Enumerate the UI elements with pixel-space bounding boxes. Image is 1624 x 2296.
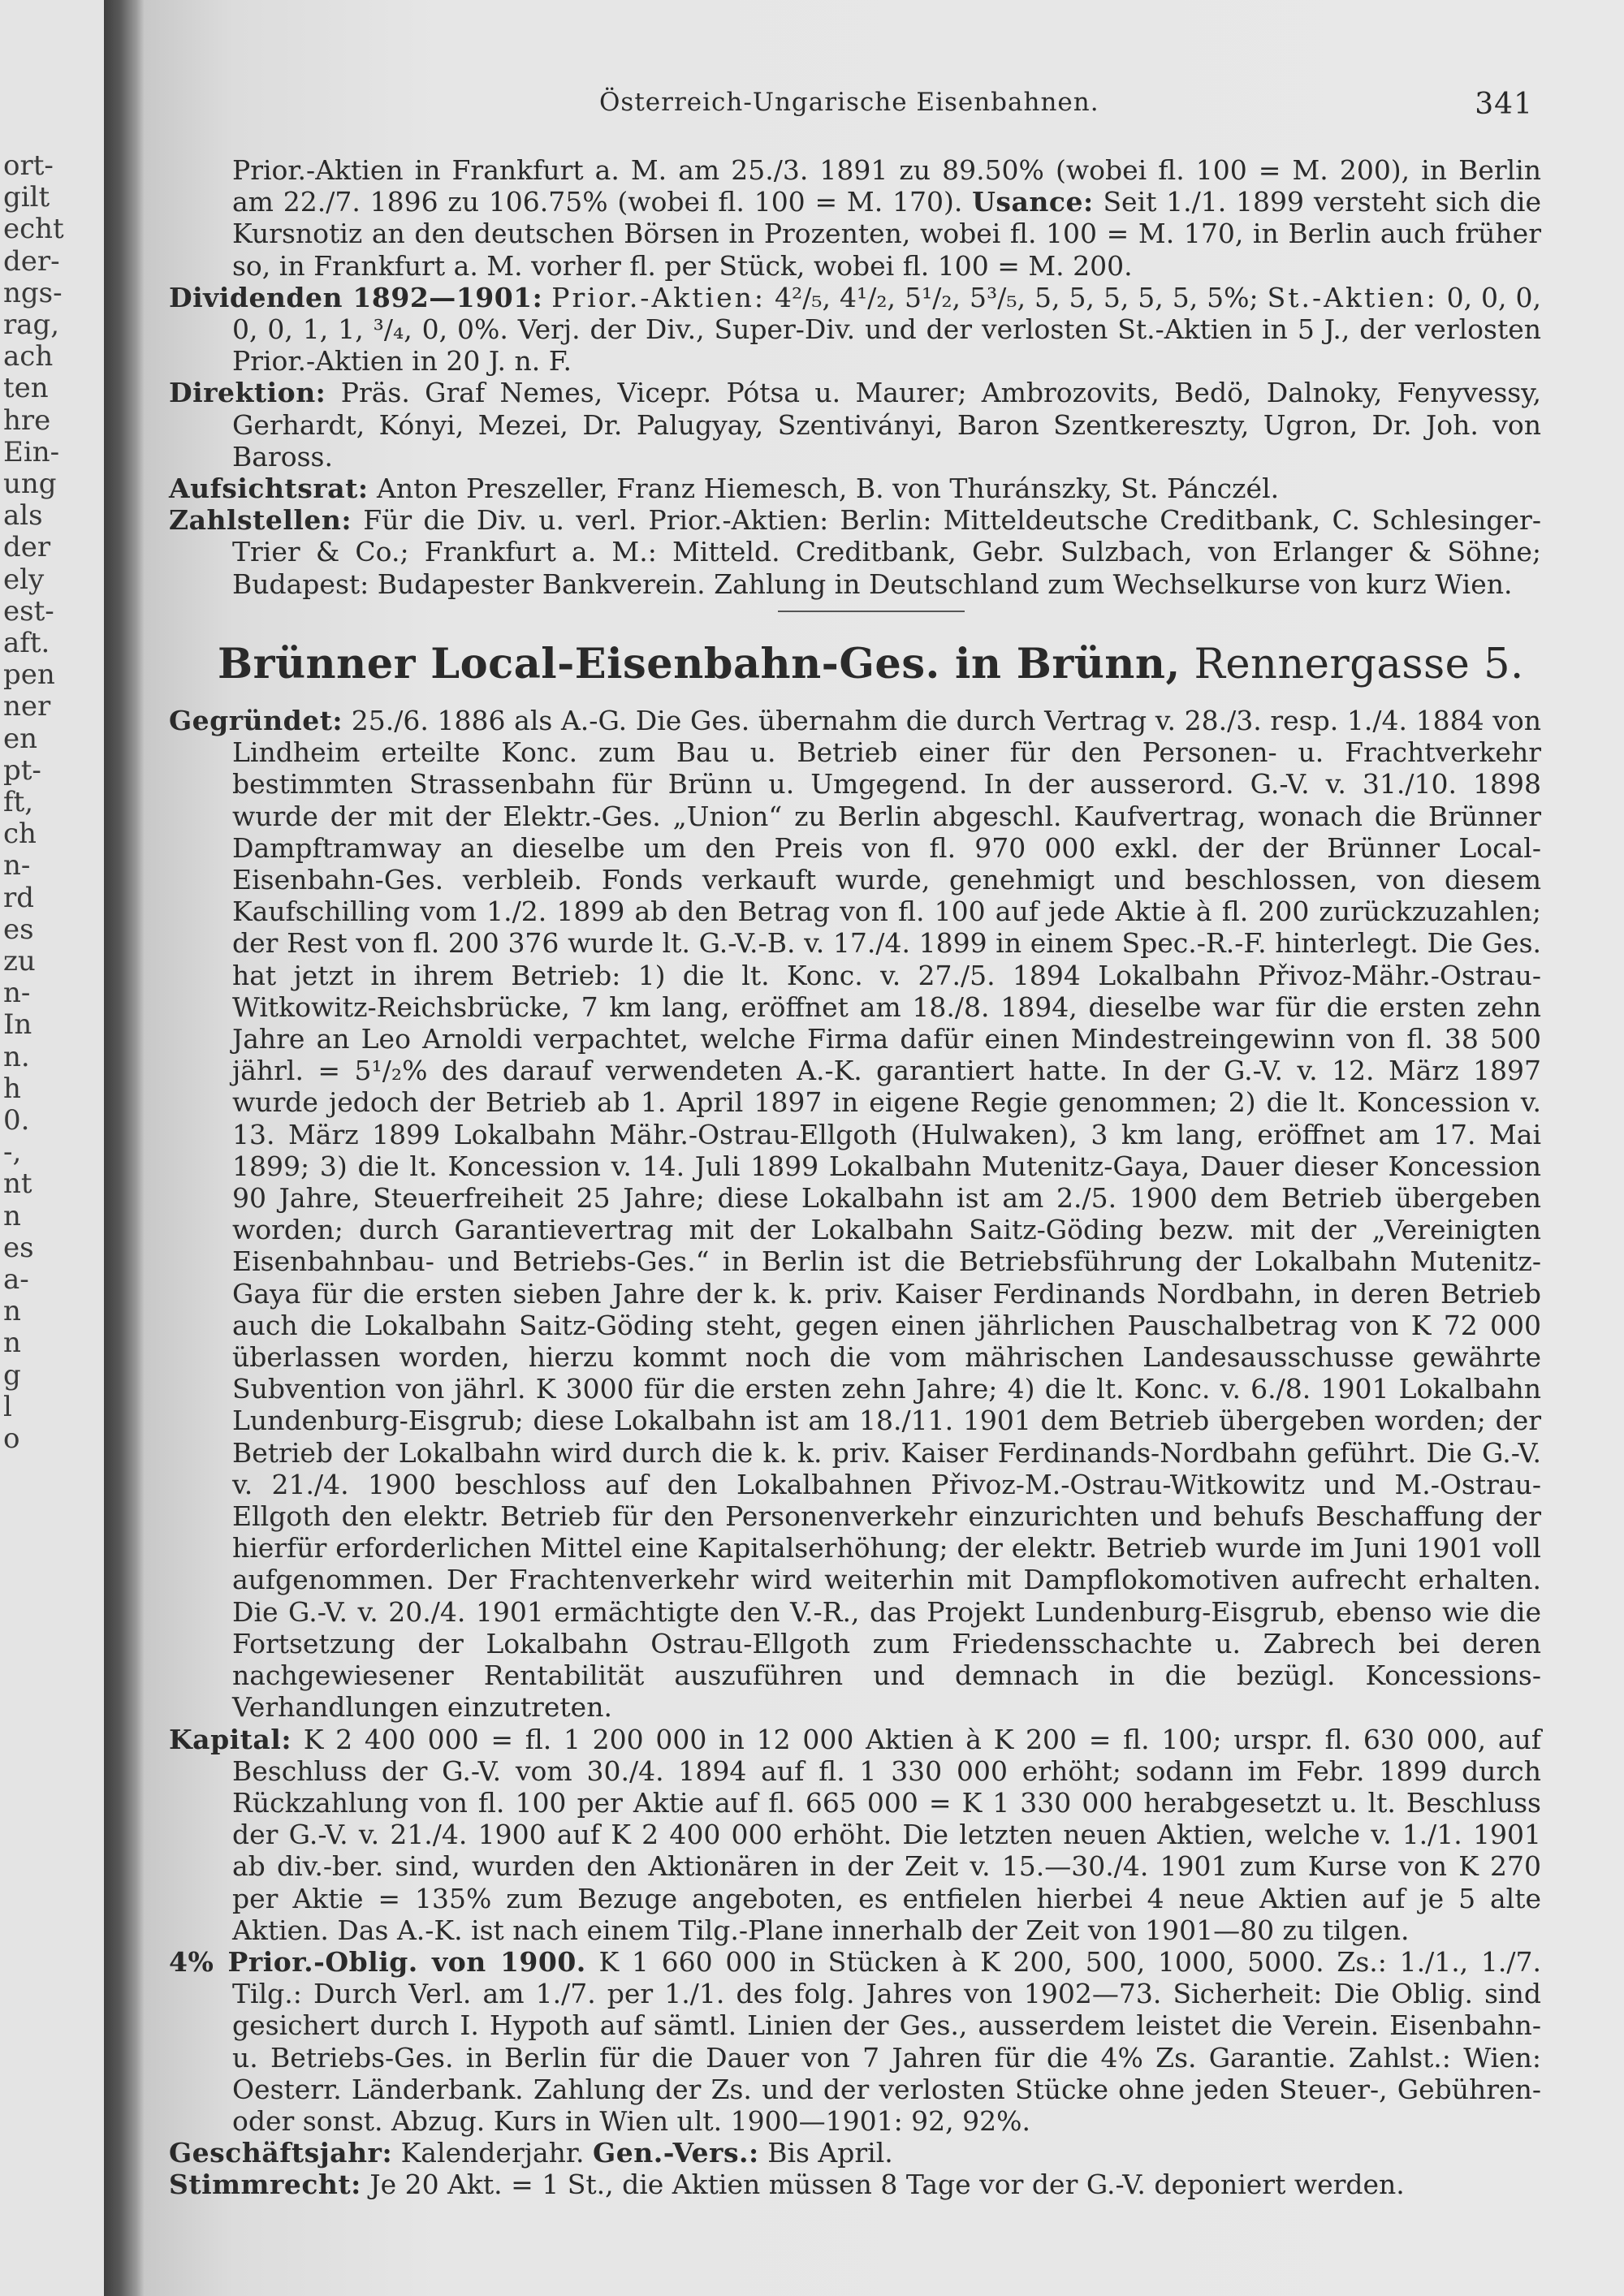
direktion-label: Direktion: — [169, 377, 326, 409]
margin-fragment: h — [3, 1072, 21, 1105]
margin-fragment: aft. — [3, 627, 50, 659]
prior-oblig-paragraph — [169, 1946, 1541, 2137]
prior-oblig-text: K 1 660 000 in Stücken à K 200, 500, 1000, 5000. Zs.: 1./1., 1./7. Tilg.: Durch Verl. am 1./7. per 1./1. des folg. Jahres von 1902—73. Sicherheit: Die Oblig. sind gesichert durch I. Hypoth auf sämtl. Linien der Ges., ausserdem leistet die Verein. Eisenbahn- u. Betriebs-Ges. in Berlin für die Dauer von 7 Jahren für die 4% Zs. Garantie. Zahlst.: Wien: Oesterr. Länderbank. Zahlung der Zs. und der verlosten Stücke ohne jeden Steuer-, Gebühren- oder sonst. Abzug. Kurs in Wien ult. 1900—1901: 92, 92%. — [232, 1945, 1541, 2137]
margin-fragment: n. — [3, 1040, 30, 1073]
company-address: Rennergasse 5. — [1194, 641, 1524, 688]
margin-fragment: pen — [3, 658, 55, 692]
prior-aktien-text: Prior.-Aktien in Frankfurt a. M. am 25./3. 1891 zu 89.50% (wobei fl. 100 = M. 200), in Berlin am 22./7. 1896 zu 106.75% (wobei fl. 100 = M. 170). — [232, 154, 1541, 218]
margin-fragment: hre — [3, 404, 51, 437]
margin-fragment: ten — [3, 372, 49, 405]
margin-fragment: ort- — [3, 149, 54, 182]
margin-fragment: g — [3, 1358, 21, 1392]
company-entry — [169, 705, 1541, 2201]
st-aktien-label: St.-Aktien: — [1267, 281, 1438, 313]
stimmrecht-paragraph — [169, 2169, 1541, 2200]
geschaeftsjahr-label: Geschäftsjahr: — [169, 2137, 393, 2169]
margin-fragment: n — [3, 1327, 21, 1360]
gegruendet-paragraph — [169, 705, 1541, 1724]
usance-text: Seit 1./1. 1899 versteht sich die Kursnotiz an den deutschen Börsen in Prozenten, wobei fl. 100 = M. 170, in Berlin auch früher so, in Frankfurt a. M. vorher fl. per Stück, wobei fl. 100 = M. 200. — [232, 186, 1542, 282]
aufsichtsrat-text: Anton Preszeller, Franz Hiemesch, B. von Thuránszky, St. Pánczél. — [377, 473, 1280, 505]
margin-fragment: ft, — [3, 786, 34, 818]
dividenden-label: Dividenden 1892—1901: — [169, 281, 543, 313]
margin-fragment: l — [3, 1390, 12, 1423]
margin-fragment: In — [3, 1008, 32, 1042]
book-gutter — [104, 0, 145, 2296]
margin-fragment: gilt — [3, 181, 50, 214]
margin-fragment: ach — [3, 340, 54, 373]
margin-fragment: n — [3, 1295, 21, 1328]
zahlstellen-paragraph — [169, 504, 1541, 600]
margin-fragment: ngs- — [3, 276, 63, 309]
dividenden-paragraph — [169, 282, 1541, 378]
margin-fragment: der — [3, 531, 51, 564]
top-entry-continuation — [169, 154, 1541, 600]
gegruendet-label: Gegründet: — [169, 705, 343, 736]
margin-fragment: ch — [3, 818, 37, 851]
left-page-edge — [0, 0, 112, 2296]
margin-fragment: en — [3, 722, 38, 755]
section-divider — [778, 611, 965, 612]
dividenden-text: 0, 0, 0, 0, 0, 1, 1, ³/₄, 0, 0%. Verj. der Div., Super-Div. und der verlosten St.-Aktien in 5 J., der verlosten Prior.-Aktien in 20 J. n. F. — [232, 281, 1541, 378]
margin-fragment: rd — [3, 881, 35, 914]
direktion-paragraph — [169, 377, 1541, 473]
margin-fragment: 0. — [3, 1104, 30, 1137]
margin-fragment: zu — [3, 945, 36, 978]
margin-fragment: rag, — [3, 309, 60, 341]
zahlstellen-text: Für die Div. u. verl. Prior.-Aktien: Berlin: Mitteldeutsche Creditbank, C. Schlesinger-Trier & Co.; Frankfurt a. M.: Mitteld. Creditbank, Gebr. Sulzbach, von Erlanger & Söhne; Budapest: Budapester Bankverein. Zahlung in Deutschland zum Wechselkurse von kurz Wien. — [232, 504, 1541, 600]
margin-fragment: Ein- — [3, 435, 60, 468]
prior-aktien-values: 4²/₅, 4¹/₂, 5¹/₂, 5³/₅, 5, 5, 5, 5, 5, 5%; — [774, 281, 1259, 313]
margin-fragment: es — [3, 913, 34, 946]
margin-fragment: ung — [3, 468, 57, 500]
zahlstellen-label: Zahlstellen: — [169, 504, 352, 537]
margin-fragment: der- — [3, 244, 60, 278]
stimmrecht-text: Je 20 Akt. = 1 St., die Aktien müssen 8 Tage vor der G.-V. deponiert werden. — [369, 2169, 1405, 2201]
margin-fragment: nt — [3, 1167, 32, 1201]
direktion-text: Präs. Graf Nemes, Vicepr. Pótsa u. Maurer; Ambrozovits, Bedö, Dalnoky, Fenyvessy, Gerhardt, Kónyi, Mezei, Dr. Palugyay, Szentiványi, Baron Szentkereszty, Ugron, Dr. Joh. von Baross. — [232, 377, 1541, 473]
margin-fragment: echt — [3, 213, 64, 246]
genvers-label: Gen.-Vers.: — [593, 2137, 759, 2169]
prior-oblig-label: 4% Prior.-Oblig. von 1900. — [169, 1945, 586, 1978]
prior-aktien-paragraph — [169, 154, 1541, 282]
margin-fragment: n- — [3, 849, 31, 883]
stimmrecht-label: Stimmrecht: — [169, 2169, 361, 2201]
margin-fragment: est- — [3, 594, 54, 628]
kapital-label: Kapital: — [169, 1723, 292, 1755]
margin-fragment: -, — [3, 1136, 22, 1169]
margin-fragment: als — [3, 499, 43, 533]
margin-fragment: n — [3, 1199, 21, 1232]
genvers-text: Bis April. — [767, 2137, 893, 2169]
geschaeftsjahr-paragraph — [169, 2137, 1541, 2169]
margin-fragment: o — [3, 1422, 20, 1455]
page — [145, 0, 1624, 2296]
margin-fragment: a- — [3, 1263, 29, 1296]
aufsichtsrat-paragraph — [169, 473, 1541, 504]
margin-fragment: n- — [3, 977, 31, 1010]
company-name: Brünner Local-Eisenbahn-Ges. in Brünn, — [218, 640, 1181, 688]
prior-aktien-label: Prior.-Aktien: — [551, 281, 767, 313]
margin-fragment: es — [3, 1231, 34, 1264]
page-number: 341 — [1475, 88, 1533, 121]
margin-fragment: ner — [3, 690, 51, 723]
company-heading — [218, 640, 1598, 688]
kapital-text: K 2 400 000 = fl. 1 200 000 in 12 000 Aktien à K 200 = fl. 100; urspr. fl. 630 000, auf Beschluss der G.-V. vom 30./4. 1894 auf fl. 1 330 000 erhöht; sodann im Febr. 1899 durch Rückzahlung von fl. 100 per Aktie auf fl. 665 000 = K 1 330 000 herabgesetzt u. lt. Beschluss der G.-V. v. 21./4. 1900 auf K 2 400 000 erhöht. Die letzten neuen Aktien, welche v. 1./1. 1901 ab div.-ber. sind, wurden den Aktionären in der Zeit v. 15.—30./4. 1901 zum Kurse von K 270 per Aktie = 135% zum Bezuge angeboten, es entfielen hierbei 4 neue Aktien auf je 5 alte Aktien. Das A.-K. ist nach einem Tilg.-Plane innerhalb der Zeit von 1901—80 zu tilgen. — [232, 1723, 1541, 1946]
geschaeftsjahr-text: Kalenderjahr. — [400, 2137, 585, 2169]
gegruendet-text: 25./6. 1886 als A.-G. Die Ges. übernahm die durch Vertrag v. 28./3. resp. 1./4. 1884 von Lindheim erteilte Konc. zum Bau u. Betrieb einer für den Personen- u. Frachtverkehr bestimmten Strassenbahn für Brünn u. Umgegend. In der ausserord. G.-V. v. 31./10. 1898 wurde der mit der Elektr.-Ges. „Union“ zu Berlin abgeschl. Kaufvertrag, wonach die Brünner Dampftramway an dieselbe um den Preis von fl. 970 000 exkl. der der Brünner Local-Eisenbahn-Ges. verbleib. Fonds verkauft wurde, genehmigt und beschlossen, von diesem Kaufschilling vom 1./2. 1899 ab den Betrag von fl. 100 auf jede Aktie à fl. 200 zurückzuzahlen; der Rest von fl. 200 376 wurde lt. G.-V.-B. v. 17./4. 1899 in einem Spec.-R.-F. hinterlegt. Die Ges. hat jetzt in ihrem Betrieb: 1) die lt. Konc. v. 27./5. 1894 Lokalbahn Přivoz-Mähr.-Ostrau-Witkowitz-Reichsbrücke, 7 km lang, eröffnet am 18./8. 1894, dieselbe war für die ersten zehn Jahre an Leo Arnoldi verpachtet, welche Firma dafür einen Mindestreingewinn von fl. 38 500 jährl. = 5¹/₂% des darauf verwendeten A.-K. garantiert hatte. In der G.-V. v. 12. März 1897 wurde jedoch der Betrieb ab 1. April 1897 in eigene Regie genommen; 2) die lt. Koncession v. 13. März 1899 Lokalbahn Mähr.-Ostrau-Ellgoth (Hulwaken), 3 km lang, eröffnet am 17. Mai 1899; 3) die lt. Koncession v. 14. Juli 1899 Lokalbahn Mutenitz-Gaya, Dauer dieser Koncession 90 Jahre, Steuerfreiheit 25 Jahre; diese Lokalbahn ist am 2./5. 1900 dem Betrieb übergeben worden; durch Garantievertrag mit der Lokalbahn Saitz-Göding bezw. mit der „Vereinigten Eisenbahnbau- und Betriebs-Ges.“ in Berlin ist die Betriebsführung der Lokalbahn Mutenitz-Gaya für die ersten sieben Jahre der k. k. priv. Kaiser Ferdinands Nordbahn, in deren Betrieb auch die Lokalbahn Saitz-Göding steht, gegen einen jährlichen Pauschalbetrag von K 72 000 überlassen worden, hierzu kommt noch die vom mährischen Landesausschusse gewährte Subvention von jährl. K 3000 für die ersten zehn Jahre; 4) die lt. Konc. v. 6./8. 1901 Lokalbahn Lundenburg-Eisgrub; diese Lokalbahn ist am 18./11. 1901 dem Betrieb übergeben worden; der Betrieb der Lokalbahn wird durch die k. k. priv. Kaiser Ferdinands-Nordbahn geführt. Die G.-V. v. 21./4. 1900 beschloss auf den Lokalbahnen Přivoz-M.-Ostrau-Witkowitz und M.-Ostrau-Ellgoth den elektr. Betrieb für den Personenverkehr einzurichten und behufs Beschaffung der hierfür erforderlichen Mittel eine Kapitalserhöhung; der elektr. Betrieb wurde im Juni 1901 voll aufgenommen. Der Frachtenverkehr wird weiterhin mit Dampflokomotiven aufrecht erhalten. Die G.-V. v. 20./4. 1901 ermächtigte den V.-R., das Projekt Lundenburg-Eisgrub, ebenso wie die Fortsetzung der Lokalbahn Ostrau-Ellgoth zum Friedensschachte u. Zabrech bei deren nachgewiesener Rentabilität auszuführen und demnach in die bezügl. Koncessions-Verhandlungen einzutreten. — [232, 705, 1541, 1724]
usance-label: Usance: — [972, 186, 1094, 218]
margin-fragment: ely — [3, 563, 45, 596]
margin-fragment: pt- — [3, 753, 41, 787]
aufsichtsrat-label: Aufsichtsrat: — [169, 473, 369, 505]
kapital-paragraph — [169, 1724, 1541, 1946]
running-title: Österreich-Ungarische Eisenbahnen. — [599, 88, 1099, 117]
